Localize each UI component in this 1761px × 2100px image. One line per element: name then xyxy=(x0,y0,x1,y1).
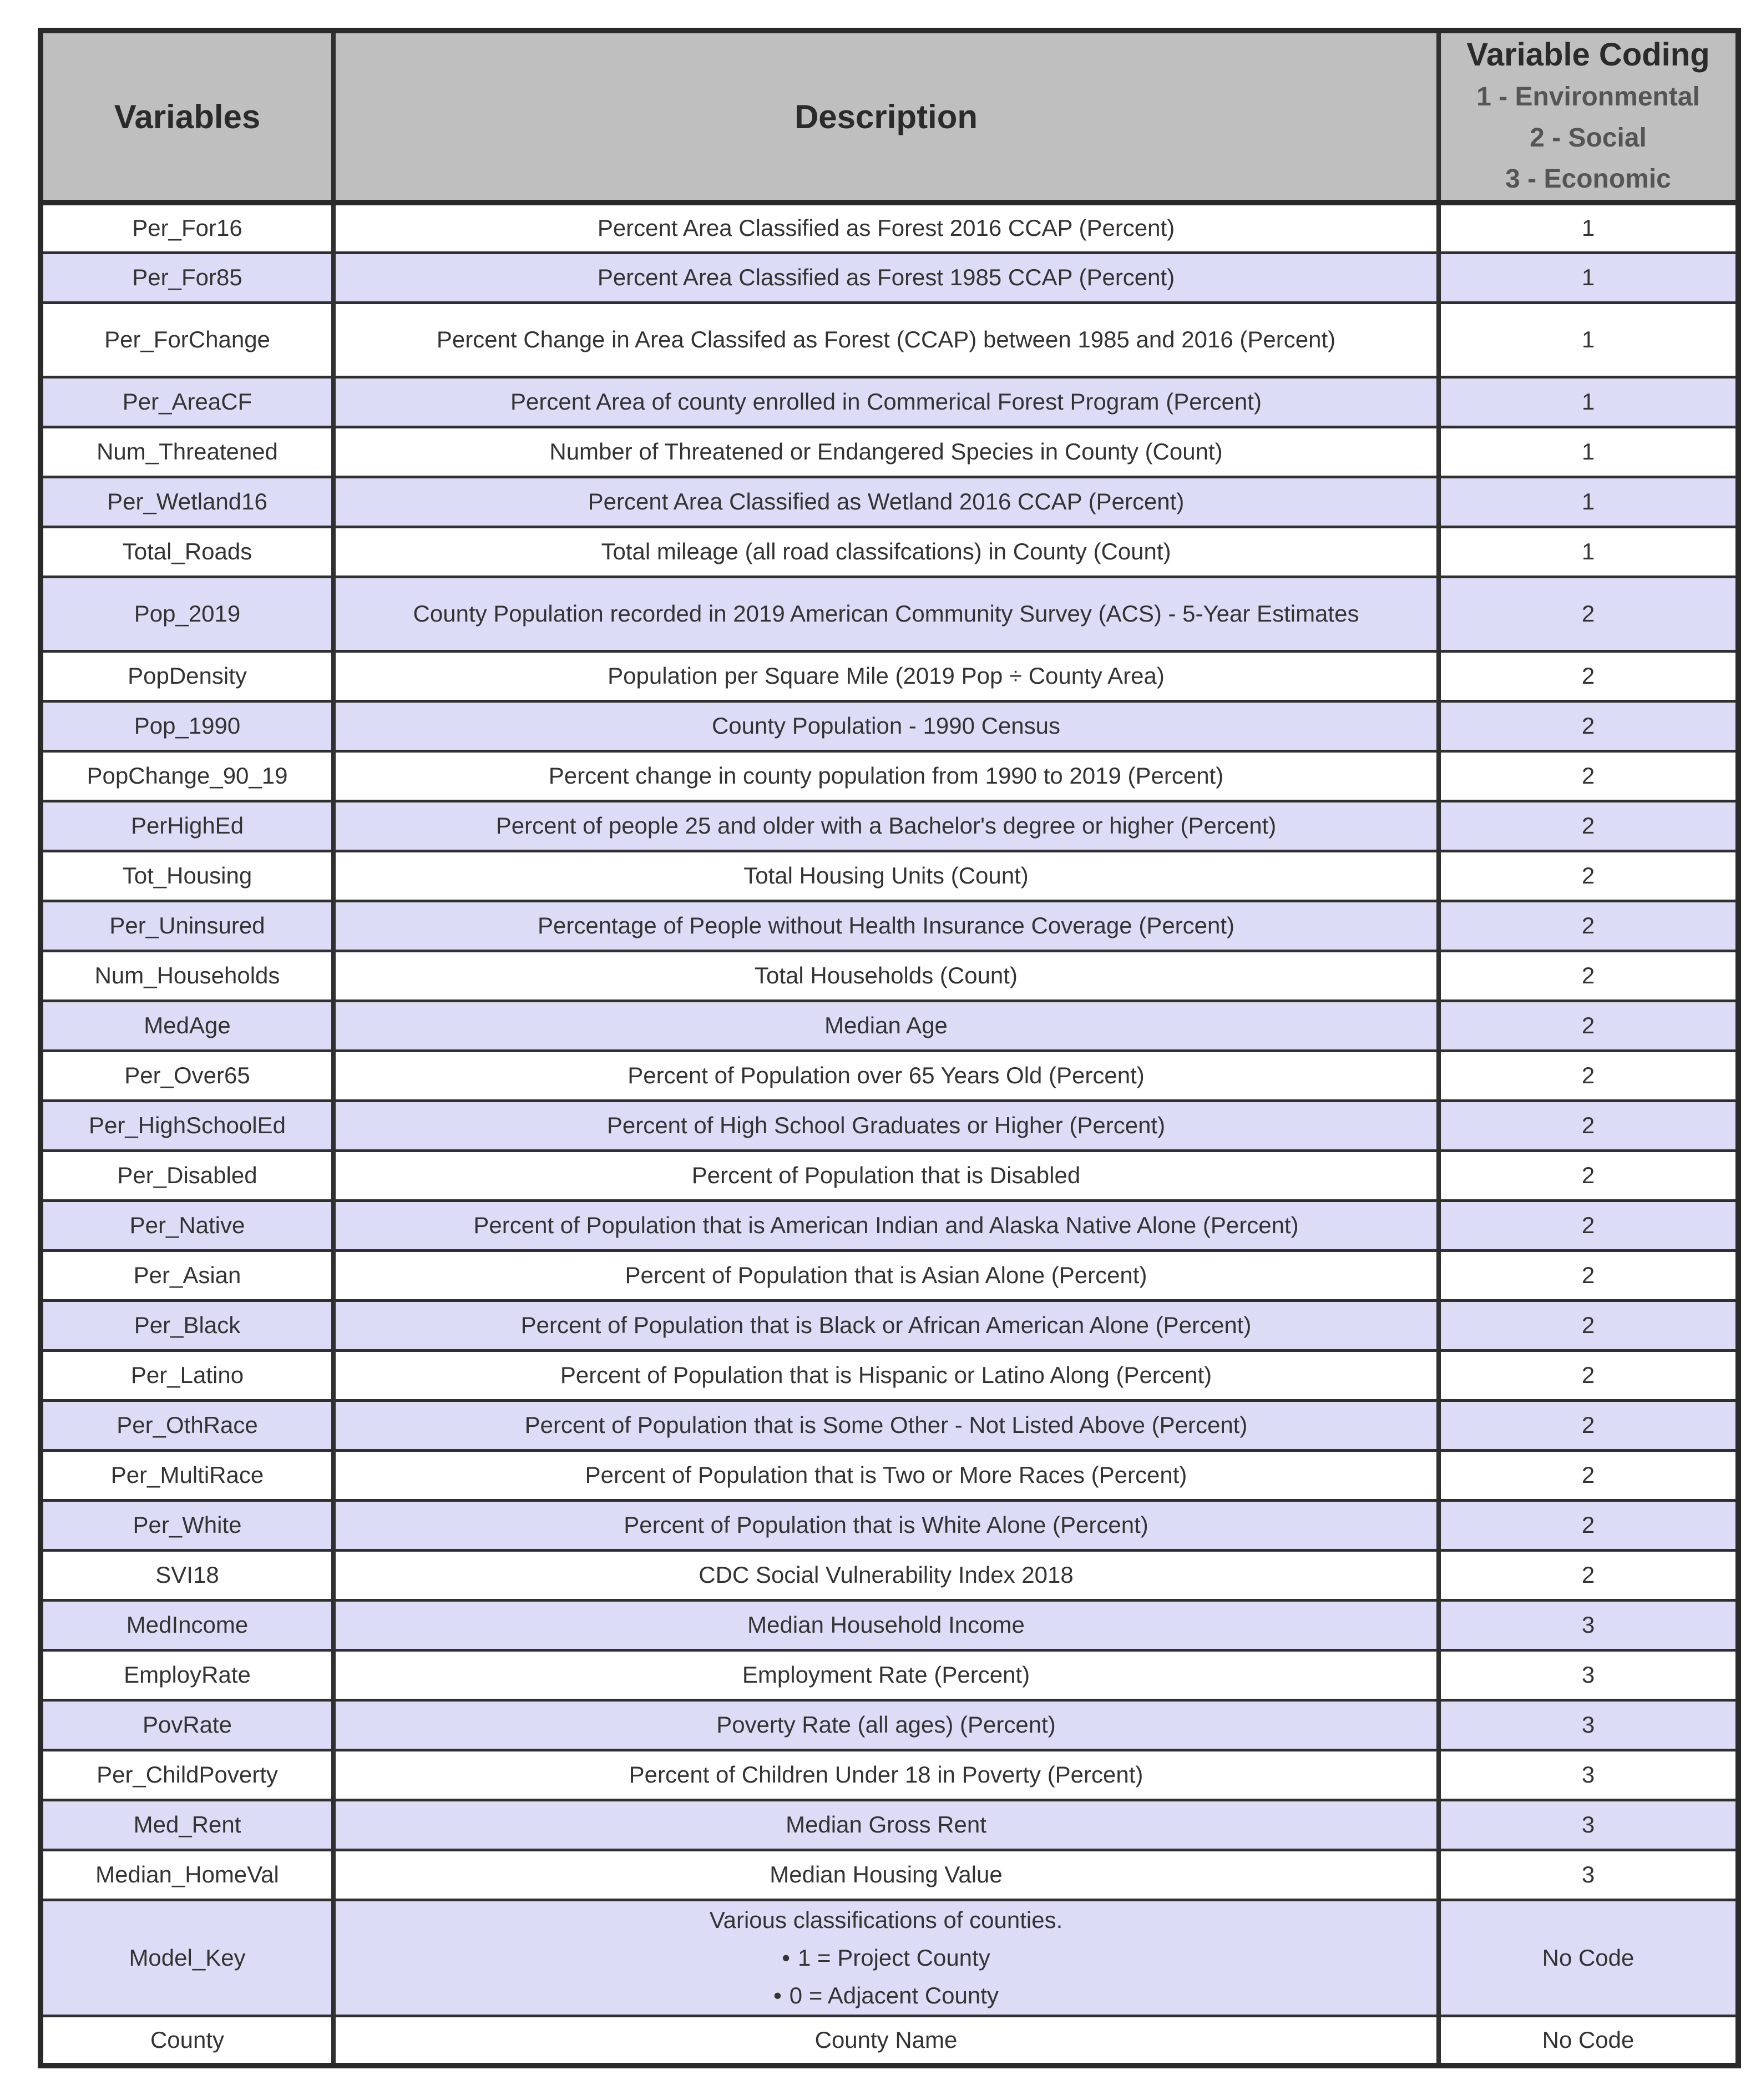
description-cell: Population per Square Mile (2019 Pop ÷ County Area) xyxy=(333,651,1439,701)
variable-cell: Per_MultiRace xyxy=(41,1450,333,1500)
variable-cell: Per_Over65 xyxy=(41,1051,333,1101)
coding-cell: 3 xyxy=(1439,1750,1738,1800)
description-bullet-item xyxy=(342,1939,1430,1977)
coding-cell: 2 xyxy=(1439,951,1738,1001)
variable-cell: MedIncome xyxy=(41,1600,333,1650)
table-row xyxy=(41,477,1738,527)
table-row xyxy=(41,1650,1738,1700)
description-cell: Percent Area Classified as Forest 2016 CCAP (Percent) xyxy=(333,203,1439,253)
variable-cell: Total_Roads xyxy=(41,527,333,577)
description-cell: Percent of Population that is American Indian and Alaska Native Alone (Percent) xyxy=(333,1200,1439,1250)
variable-cell: Per_Asian xyxy=(41,1250,333,1300)
table-row xyxy=(41,1850,1738,1900)
description-cell: Percent of Population that is Some Other - Not Listed Above (Percent) xyxy=(333,1400,1439,1450)
table-row xyxy=(41,1600,1738,1650)
description-cell: Percent of Population that is Disabled xyxy=(333,1150,1439,1200)
description-cell: Percent of Children Under 18 in Poverty (Percent) xyxy=(333,1750,1439,1800)
variable-cell: Per_Wetland16 xyxy=(41,477,333,527)
description-cell: Percent of Population that is Black or African American Alone (Percent) xyxy=(333,1300,1439,1350)
table-row xyxy=(41,651,1738,701)
table-row xyxy=(41,851,1738,901)
coding-cell: 2 xyxy=(1439,1001,1738,1051)
description-cell: County Name xyxy=(333,2016,1439,2066)
description-cell: County Population recorded in 2019 American Community Survey (ACS) - 5-Year Estimates xyxy=(333,577,1439,651)
coding-cell: 2 xyxy=(1439,1350,1738,1400)
description-cell: Percent Area Classified as Forest 1985 CCAP (Percent) xyxy=(333,253,1439,302)
coding-cell: No Code xyxy=(1439,2016,1738,2066)
variable-cell: Per_For16 xyxy=(41,203,333,253)
table-row xyxy=(41,427,1738,477)
coding-title: Variable Coding xyxy=(1466,37,1710,73)
table-row xyxy=(41,1150,1738,1200)
variable-cell: Num_Threatened xyxy=(41,427,333,477)
table-row xyxy=(41,751,1738,801)
table-row xyxy=(41,377,1738,427)
table-row xyxy=(41,1900,1738,2016)
variable-cell: Per_ForChange xyxy=(41,302,333,377)
description-cell: Percent of Population that is White Alone (Percent) xyxy=(333,1500,1439,1550)
table-row xyxy=(41,801,1738,851)
description-cell: Median Housing Value xyxy=(333,1850,1439,1900)
coding-cell: 1 xyxy=(1439,203,1738,253)
table-row xyxy=(41,951,1738,1001)
description-cell: Total Housing Units (Count) xyxy=(333,851,1439,901)
table-row xyxy=(41,253,1738,302)
table-row xyxy=(41,1450,1738,1500)
coding-cell: 2 xyxy=(1439,1101,1738,1150)
table-row xyxy=(41,901,1738,951)
description-cell: Percent of people 25 and older with a Bachelor's degree or higher (Percent) xyxy=(333,801,1439,851)
coding-cell: 3 xyxy=(1439,1800,1738,1850)
table-row xyxy=(41,1300,1738,1350)
coding-cell: 2 xyxy=(1439,1250,1738,1300)
coding-cell: 2 xyxy=(1439,1500,1738,1550)
description-cell: Percent of High School Graduates or Higher (Percent) xyxy=(333,1101,1439,1150)
header-row xyxy=(41,31,1738,203)
description-cell: Percent Area Classified as Wetland 2016 CCAP (Percent) xyxy=(333,477,1439,527)
coding-cell: 3 xyxy=(1439,1600,1738,1650)
table-row xyxy=(41,1500,1738,1550)
variable-cell: Per_AreaCF xyxy=(41,377,333,427)
table-row xyxy=(41,203,1738,253)
description-cell: Percentage of People without Health Insurance Coverage (Percent) xyxy=(333,901,1439,951)
header-variables: Variables xyxy=(41,31,333,203)
variable-cell: Per_Disabled xyxy=(41,1150,333,1200)
description-cell: Median Household Income xyxy=(333,1600,1439,1650)
bullet-icon: • xyxy=(773,1982,782,2008)
description-cell: Number of Threatened or Endangered Species in County (Count) xyxy=(333,427,1439,477)
variable-cell: MedAge xyxy=(41,1001,333,1051)
variable-cell: Per_Uninsured xyxy=(41,901,333,951)
variable-cell: Tot_Housing xyxy=(41,851,333,901)
table-row xyxy=(41,701,1738,751)
variable-cell: PopChange_90_19 xyxy=(41,751,333,801)
table-row xyxy=(41,1200,1738,1250)
variable-cell: Per_Latino xyxy=(41,1350,333,1400)
coding-cell: 2 xyxy=(1439,851,1738,901)
table-row xyxy=(41,1550,1738,1600)
coding-cell: 1 xyxy=(1439,527,1738,577)
coding-cell: 3 xyxy=(1439,1700,1738,1750)
coding-legend-social: 2 - Social xyxy=(1530,123,1647,153)
table-row xyxy=(41,1800,1738,1850)
description-cell: Percent of Population that is Asian Alone (Percent) xyxy=(333,1250,1439,1300)
coding-cell: 2 xyxy=(1439,701,1738,751)
description-cell: CDC Social Vulnerability Index 2018 xyxy=(333,1550,1439,1600)
variable-cell: Per_HighSchoolEd xyxy=(41,1101,333,1150)
variable-cell: Per_ChildPoverty xyxy=(41,1750,333,1800)
description-cell: Total mileage (all road classifcations) in County (Count) xyxy=(333,527,1439,577)
coding-cell: 2 xyxy=(1439,1150,1738,1200)
table-row xyxy=(41,577,1738,651)
variable-cell: Model_Key xyxy=(41,1900,333,2016)
description-cell: Percent of Population that is Two or More Races (Percent) xyxy=(333,1450,1439,1500)
coding-legend-economic: 3 - Economic xyxy=(1505,164,1671,194)
variable-cell: Per_Native xyxy=(41,1200,333,1250)
table-row xyxy=(41,1350,1738,1400)
bullet-text: 1 = Project County xyxy=(798,1944,990,1971)
table-row xyxy=(41,1700,1738,1750)
variable-cell: EmployRate xyxy=(41,1650,333,1700)
coding-cell: 3 xyxy=(1439,1650,1738,1700)
coding-legend-environmental: 1 - Environmental xyxy=(1476,82,1700,112)
coding-cell: 1 xyxy=(1439,477,1738,527)
coding-cell: 2 xyxy=(1439,1051,1738,1101)
variable-cell: Pop_2019 xyxy=(41,577,333,651)
variables-table xyxy=(38,28,1741,2068)
variable-cell: Per_Black xyxy=(41,1300,333,1350)
description-cell: Median Gross Rent xyxy=(333,1800,1439,1850)
coding-cell: 2 xyxy=(1439,801,1738,851)
coding-cell: 2 xyxy=(1439,1300,1738,1350)
table-row xyxy=(41,1001,1738,1051)
table-row xyxy=(41,1101,1738,1150)
table-row xyxy=(41,1051,1738,1101)
coding-cell: 2 xyxy=(1439,1550,1738,1600)
description-cell: Total Households (Count) xyxy=(333,951,1439,1001)
description-text: Various classifications of counties. xyxy=(709,1906,1063,1933)
description-cell: Percent of Population over 65 Years Old (Percent) xyxy=(333,1051,1439,1101)
coding-cell: 1 xyxy=(1439,302,1738,377)
description-cell xyxy=(333,1900,1439,2016)
coding-cell: 2 xyxy=(1439,751,1738,801)
table-row xyxy=(41,1400,1738,1450)
description-cell: Percent Change in Area Classifed as Forest (CCAP) between 1985 and 2016 (Percent) xyxy=(333,302,1439,377)
table-row xyxy=(41,302,1738,377)
variable-cell: PerHighEd xyxy=(41,801,333,851)
description-cell: Percent Area of county enrolled in Commerical Forest Program (Percent) xyxy=(333,377,1439,427)
coding-cell: 2 xyxy=(1439,651,1738,701)
coding-cell: 2 xyxy=(1439,1450,1738,1500)
coding-cell: 3 xyxy=(1439,1850,1738,1900)
table-row xyxy=(41,2016,1738,2066)
coding-cell: 2 xyxy=(1439,577,1738,651)
variable-cell: SVI18 xyxy=(41,1550,333,1600)
coding-cell: 2 xyxy=(1439,1200,1738,1250)
variable-cell: Med_Rent xyxy=(41,1800,333,1850)
table-body xyxy=(41,203,1738,2066)
variable-cell: Per_For85 xyxy=(41,253,333,302)
bullet-icon: • xyxy=(782,1944,791,1971)
description-cell: Poverty Rate (all ages) (Percent) xyxy=(333,1700,1439,1750)
variable-cell: PovRate xyxy=(41,1700,333,1750)
variable-cell: County xyxy=(41,2016,333,2066)
description-bullet-item xyxy=(342,1977,1430,2015)
variable-cell: PopDensity xyxy=(41,651,333,701)
table-row xyxy=(41,1250,1738,1300)
variable-cell: Median_HomeVal xyxy=(41,1850,333,1900)
variable-cell: Pop_1990 xyxy=(41,701,333,751)
description-cell: Median Age xyxy=(333,1001,1439,1051)
coding-cell: 2 xyxy=(1439,901,1738,951)
header-description: Description xyxy=(333,31,1439,203)
variable-cell: Per_OthRace xyxy=(41,1400,333,1450)
description-cell: Percent of Population that is Hispanic or Latino Along (Percent) xyxy=(333,1350,1439,1400)
variable-cell: Per_White xyxy=(41,1500,333,1550)
description-cell: County Population - 1990 Census xyxy=(333,701,1439,751)
bullet-text: 0 = Adjacent County xyxy=(789,1982,999,2008)
header-variable-coding xyxy=(1439,31,1738,203)
coding-cell: No Code xyxy=(1439,1900,1738,2016)
coding-cell: 1 xyxy=(1439,427,1738,477)
coding-cell: 2 xyxy=(1439,1400,1738,1450)
coding-cell: 1 xyxy=(1439,253,1738,302)
description-cell: Percent change in county population from 1990 to 2019 (Percent) xyxy=(333,751,1439,801)
coding-cell: 1 xyxy=(1439,377,1738,427)
table-row xyxy=(41,1750,1738,1800)
table-row xyxy=(41,527,1738,577)
variable-cell: Num_Households xyxy=(41,951,333,1001)
description-cell: Employment Rate (Percent) xyxy=(333,1650,1439,1700)
